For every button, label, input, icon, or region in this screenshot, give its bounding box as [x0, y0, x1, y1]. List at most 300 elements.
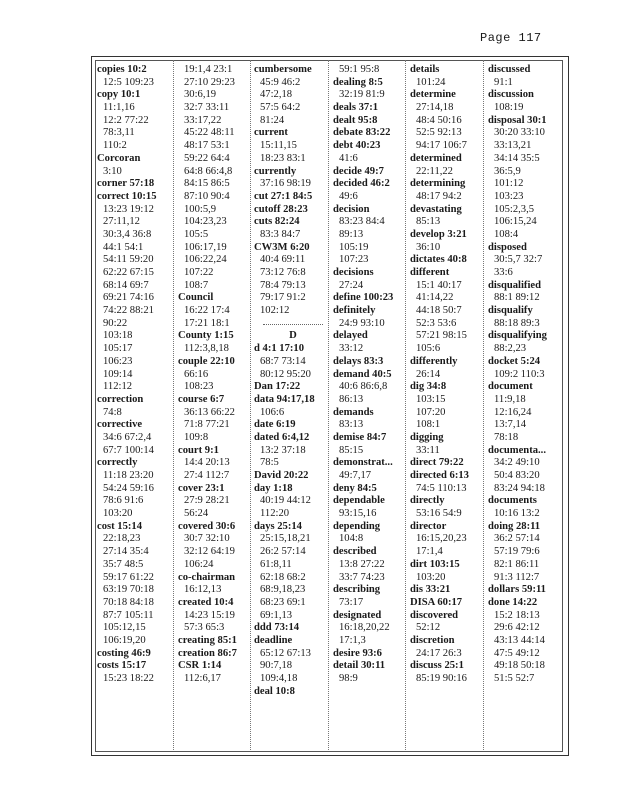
index-term: demonstrat...	[333, 457, 393, 469]
index-reference: 36:2 57:14	[494, 533, 540, 545]
index-reference: 44:18 50:7	[416, 305, 462, 317]
index-reference: 83:13	[339, 419, 364, 431]
index-reference: 18:23 83:1	[260, 152, 306, 164]
index-reference: 57:5 64:2	[260, 102, 301, 114]
index-reference: 15:2 18:13	[494, 609, 540, 621]
index-reference: 33:11	[416, 444, 440, 456]
index-reference: 61:8,11	[260, 558, 292, 570]
index-term: delays 83:3	[333, 355, 384, 367]
index-reference: 105:17	[103, 343, 133, 355]
index-term: docket 5:24	[488, 355, 541, 367]
index-reference: 19:1,4 23:1	[184, 64, 233, 75]
index-reference: 24:17 26:3	[416, 647, 462, 659]
index-reference: 103:23	[494, 190, 524, 202]
index-term: discovered	[410, 609, 459, 621]
index-reference: 86:13	[339, 393, 364, 405]
index-term: Dan 17:22	[254, 381, 301, 393]
index-term: covered 30:6	[178, 520, 236, 532]
index-reference: 68:14 69:7	[103, 279, 149, 291]
index-term: deny 84:5	[333, 482, 377, 494]
index-term: described	[333, 546, 377, 558]
index-term: correction	[97, 393, 144, 405]
index-term: decided 46:2	[333, 178, 390, 190]
index-reference: 52:3 53:6	[416, 317, 457, 329]
index-term: demand 40:5	[333, 368, 392, 380]
index-reference: 101:12	[494, 178, 524, 190]
index-reference: 29:6 42:12	[494, 622, 540, 634]
index-reference: 90:22	[103, 317, 128, 329]
index-reference: 33:6	[494, 267, 513, 278]
index-reference: 106:19,20	[103, 634, 146, 646]
index-term: costs 15:17	[97, 660, 147, 672]
index-term: dictates 40:8	[410, 254, 467, 266]
index-reference: 57:3 65:3	[184, 622, 225, 634]
index-term: dealt 95:8	[333, 114, 378, 126]
index-reference: 57:19 79:6	[494, 546, 540, 558]
index-reference: 3:10	[103, 165, 122, 177]
index-reference: 15:1 40:17	[416, 279, 462, 291]
index-reference: 27:14 35:4	[103, 546, 149, 558]
index-term: cover 23:1	[178, 482, 225, 494]
index-reference: 63:19 70:18	[103, 584, 154, 596]
index-reference: 74:22 88:21	[103, 305, 154, 317]
index-reference: 33:17,22	[184, 114, 222, 126]
index-reference: 45:22 48:11	[184, 127, 235, 139]
index-reference: 33:13,21	[494, 140, 532, 152]
index-term: deal 10:8	[254, 685, 295, 697]
index-reference: 105:5	[184, 228, 209, 240]
index-term: discussed	[488, 64, 531, 75]
index-reference: 108:4	[494, 228, 519, 240]
index-reference: 59:22 64:4	[184, 152, 230, 164]
index-reference: 35:7 48:5	[103, 558, 144, 570]
index-reference: 103:18	[103, 330, 133, 342]
index-reference: 33:7 74:23	[339, 571, 385, 583]
index-reference: 112:12	[103, 381, 133, 393]
index-term: differently	[410, 355, 458, 367]
index-reference: 36:5,9	[494, 165, 521, 177]
index-term: desire 93:6	[333, 647, 382, 659]
index-reference: 59:1 95:8	[339, 64, 380, 75]
index-reference: 12:5 109:23	[103, 76, 154, 88]
index-reference: 100:5,9	[184, 203, 217, 215]
index-term: discuss 25:1	[410, 660, 464, 672]
index-reference: 14:23 15:19	[184, 609, 235, 621]
index-term: corrective	[97, 419, 143, 431]
index-reference: 87:10 90:4	[184, 190, 230, 202]
index-term: day 1:18	[254, 482, 293, 494]
index-reference: 106:23	[103, 355, 133, 367]
index-term: corner 57:18	[97, 178, 155, 190]
index-term: date 6:19	[254, 419, 296, 431]
index-reference: 74:5 110:13	[416, 482, 467, 494]
index-term: debt 40:23	[333, 140, 381, 152]
index-reference: 16:15,20,23	[416, 533, 467, 545]
index-reference: 87:7 105:11	[103, 609, 154, 621]
index-reference: 85:13	[416, 216, 441, 228]
index-reference: 16:22 17:4	[184, 305, 230, 317]
index-term: cut 27:1 84:5	[254, 190, 313, 202]
index-term: deadline	[254, 634, 293, 646]
index-reference: 69:21 74:16	[103, 292, 154, 304]
index-reference: 49:6	[339, 190, 358, 202]
index-reference: 30:6,19	[184, 89, 217, 101]
index-reference: 94:17 106:7	[416, 140, 467, 152]
index-reference: 26:14	[416, 368, 441, 380]
index-reference: 48:17 94:2	[416, 190, 462, 202]
index-term: debate 83:22	[333, 127, 391, 139]
index-reference: 70:18 84:18	[103, 596, 154, 608]
index-reference: 27:4 112:7	[184, 470, 230, 481]
index-column-3	[254, 64, 332, 698]
index-reference: 30:20 33:10	[494, 127, 545, 139]
index-reference: 88:2,23	[494, 343, 527, 355]
index-term: discussion	[488, 89, 534, 101]
index-term: different	[410, 267, 450, 278]
index-term: define 100:23	[333, 292, 394, 304]
index-reference: 88:1 89:12	[494, 292, 540, 304]
index-reference: 83:23 84:4	[339, 216, 385, 228]
index-term: demands	[333, 406, 374, 418]
index-reference: 78:4 79:13	[260, 279, 306, 291]
index-reference: 62:18 68:2	[260, 571, 306, 583]
index-reference: 112:20	[260, 508, 290, 520]
index-reference: 22:18,23	[103, 533, 141, 545]
index-reference: 36:13 66:22	[184, 406, 235, 418]
index-reference: 69:1,13	[260, 609, 293, 621]
index-reference: 32:12 64:19	[184, 546, 235, 558]
index-term: dealing 8:5	[333, 76, 383, 88]
index-reference: 47:2,18	[260, 89, 293, 101]
index-term: documents	[488, 495, 537, 507]
index-column-1	[97, 64, 175, 686]
index-term: costing 46:9	[97, 647, 151, 659]
index-term: current	[254, 127, 288, 139]
index-reference: 15:23 18:22	[103, 673, 154, 684]
index-reference: 59:17 61:22	[103, 571, 154, 583]
index-reference: 91:3 112:7	[494, 571, 540, 583]
index-term: develop 3:21	[410, 228, 467, 240]
section-divider	[254, 318, 332, 331]
index-reference: 15:11,15	[260, 140, 297, 152]
index-reference: 101:24	[416, 76, 446, 88]
index-reference: 107:20	[416, 406, 446, 418]
index-term: doing 28:11	[488, 520, 541, 532]
index-term: dis 33:21	[410, 584, 451, 596]
index-reference: 106:17,19	[184, 241, 227, 253]
index-reference: 78:6 91:6	[103, 495, 144, 507]
index-reference: 78:18	[494, 431, 519, 443]
index-term: court 9:1	[178, 444, 219, 456]
index-reference: 90:7,18	[260, 660, 293, 672]
index-term: CW3M 6:20	[254, 241, 310, 253]
index-reference: 83:24 94:18	[494, 482, 545, 494]
index-term: dated 6:4,12	[254, 431, 310, 443]
page-number: Page 117	[480, 31, 542, 45]
index-reference: 40:4 69:11	[260, 254, 306, 266]
index-reference: 102:12	[260, 305, 290, 317]
index-reference: 79:17 91:2	[260, 292, 306, 304]
section-letter: D	[289, 330, 297, 342]
index-reference: 104:8	[339, 533, 364, 545]
index-term: determined	[410, 152, 462, 164]
index-reference: 103:20	[103, 508, 133, 520]
index-term: designated	[333, 609, 382, 621]
index-reference: 73:17	[339, 596, 364, 608]
index-reference: 109:2 110:3	[494, 368, 545, 380]
index-reference: 105:6	[416, 343, 441, 355]
index-reference: 109:14	[103, 368, 133, 380]
index-term: disposal 30:1	[488, 114, 547, 126]
index-reference: 40:19 44:12	[260, 495, 311, 507]
index-reference: 54:11 59:20	[103, 254, 154, 266]
index-term: cutoff 28:23	[254, 203, 308, 215]
index-reference: 30:5,7 32:7	[494, 254, 543, 266]
index-term: determining	[410, 178, 466, 190]
index-reference: 11:1,16	[103, 102, 135, 114]
index-term: correctly	[97, 457, 138, 469]
index-reference: 25:15,18,21	[260, 533, 311, 545]
index-reference: 12:16,24	[494, 406, 532, 418]
index-reference: 91:1	[494, 76, 513, 88]
index-reference: 52:12	[416, 622, 441, 634]
index-reference: 32:7 33:11	[184, 102, 230, 114]
index-reference: 65:12 67:13	[260, 647, 311, 659]
index-reference: 17:1,4	[416, 546, 443, 558]
index-reference: 106:22,24	[184, 254, 227, 266]
index-reference: 108:1	[416, 419, 441, 431]
index-reference: 105:19	[339, 241, 369, 253]
index-term: cuts 82:24	[254, 216, 300, 228]
index-reference: 107:22	[184, 267, 214, 278]
index-reference: 85:15	[339, 444, 364, 456]
index-reference: 40:6 86:6,8	[339, 381, 388, 393]
index-term: directly	[410, 495, 445, 507]
index-reference: 109:4,18	[260, 673, 298, 684]
index-reference: 17:1,3	[339, 634, 366, 646]
index-reference: 103:20	[416, 571, 446, 583]
index-reference: 30:3,4 36:8	[103, 228, 152, 240]
index-reference: 52:5 92:13	[416, 127, 462, 139]
index-reference: 106:24	[184, 558, 214, 570]
index-reference: 109:8	[184, 431, 209, 443]
index-reference: 56:24	[184, 508, 209, 520]
index-term: determine	[410, 89, 456, 101]
index-column-4	[333, 64, 411, 686]
index-reference: 49:7,17	[339, 470, 372, 481]
index-term: currently	[254, 165, 297, 177]
index-reference: 10:16 13:2	[494, 508, 540, 520]
index-term: copies 10:2	[97, 64, 147, 75]
index-term: disqualifying	[488, 330, 547, 342]
index-reference: 27:9 28:21	[184, 495, 230, 507]
index-term: dollars 59:11	[488, 584, 546, 596]
index-reference: 88:18 89:3	[494, 317, 540, 329]
index-reference: 49:18 50:18	[494, 660, 545, 672]
index-column-6	[488, 64, 566, 686]
index-term: Council	[178, 292, 214, 304]
index-term: describing	[333, 584, 381, 596]
index-reference: 37:16 98:19	[260, 178, 311, 190]
index-term: data 94:17,18	[254, 393, 315, 405]
index-term: dig 34:8	[410, 381, 447, 393]
index-term: course 6:7	[178, 393, 225, 405]
index-reference: 106:15,24	[494, 216, 537, 228]
index-term: ddd 73:14	[254, 622, 300, 634]
index-column-5	[410, 64, 488, 686]
index-term: directed 6:13	[410, 470, 469, 481]
index-reference: 53:16 54:9	[416, 508, 462, 520]
index-reference: 78:5	[260, 457, 279, 469]
index-reference: 27:11,12	[103, 216, 140, 228]
index-reference: 16:12,13	[184, 584, 222, 596]
index-reference: 85:19 90:16	[416, 673, 467, 684]
index-reference: 45:9 46:2	[260, 76, 301, 88]
index-reference: 16:18,20,22	[339, 622, 390, 634]
index-term: County 1:15	[178, 330, 234, 342]
index-reference: 93:15,16	[339, 508, 377, 520]
index-reference: 112:3,8,18	[184, 343, 229, 355]
index-reference: 48:4 50:16	[416, 114, 462, 126]
index-term: CSR 1:14	[178, 660, 222, 672]
index-reference: 32:19 81:9	[339, 89, 385, 101]
index-term: DISA 60:17	[410, 596, 463, 608]
index-reference: 62:22 67:15	[103, 267, 154, 278]
index-term: David 20:22	[254, 470, 309, 481]
index-reference: 105:2,3,5	[494, 203, 535, 215]
index-column-2	[178, 64, 256, 686]
index-reference: 13:2 37:18	[260, 444, 306, 456]
index-term: dirt 103:15	[410, 558, 460, 570]
index-reference: 68:23 69:1	[260, 596, 306, 608]
index-reference: 103:15	[416, 393, 446, 405]
index-reference: 41:6	[339, 152, 358, 164]
index-reference: 89:13	[339, 228, 364, 240]
index-term: d 4:1 17:10	[254, 343, 305, 355]
index-reference: 57:21 98:15	[416, 330, 467, 342]
index-term: definitely	[333, 305, 376, 317]
index-reference: 107:23	[339, 254, 369, 266]
index-term: documenta...	[488, 444, 546, 456]
index-reference: 22:11,22	[416, 165, 453, 177]
index-term: disqualified	[488, 279, 541, 291]
index-reference: 71:8 77:21	[184, 419, 230, 431]
index-reference: 41:14,22	[416, 292, 454, 304]
index-reference: 33:12	[339, 343, 364, 355]
index-reference: 81:24	[260, 114, 285, 126]
index-reference: 12:2 77:22	[103, 114, 149, 126]
index-reference: 17:21 18:1	[184, 317, 230, 329]
index-reference: 84:15 86:5	[184, 178, 230, 190]
index-term: dependable	[333, 495, 385, 507]
index-reference: 67:7 100:14	[103, 444, 154, 456]
index-term: days 25:14	[254, 520, 302, 532]
index-term: depending	[333, 520, 381, 532]
index-reference: 27:24	[339, 279, 364, 291]
index-term: deals 37:1	[333, 102, 379, 114]
index-reference: 50:4 83:20	[494, 470, 540, 481]
index-reference: 104:23,23	[184, 216, 227, 228]
index-reference: 24:9 93:10	[339, 317, 385, 329]
index-reference: 43:13 44:14	[494, 634, 545, 646]
index-reference: 74:8	[103, 406, 122, 418]
index-term: delayed	[333, 330, 368, 342]
index-reference: 27:14,18	[416, 102, 454, 114]
index-reference: 11:18 23:20	[103, 470, 154, 481]
index-reference: 108:7	[184, 279, 209, 291]
index-reference: 47:5 49:12	[494, 647, 540, 659]
index-term: direct 79:22	[410, 457, 464, 469]
index-reference: 36:10	[416, 241, 441, 253]
index-term: couple 22:10	[178, 355, 235, 367]
index-reference: 48:17 53:1	[184, 140, 230, 152]
index-reference: 30:7 32:10	[184, 533, 230, 545]
index-term: disposed	[488, 241, 527, 253]
index-reference: 66:16	[184, 368, 209, 380]
index-term: done 14:22	[488, 596, 538, 608]
index-term: Corcoran	[97, 152, 141, 164]
index-term: detail 30:11	[333, 660, 386, 672]
index-reference: 44:1 54:1	[103, 241, 144, 253]
index-term: devastating	[410, 203, 462, 215]
index-reference: 82:1 86:11	[494, 558, 540, 570]
index-reference: 34:14 35:5	[494, 152, 540, 164]
index-reference: 14:4 20:13	[184, 457, 230, 469]
index-term: disqualify	[488, 305, 533, 317]
index-reference: 108:19	[494, 102, 524, 114]
index-reference: 64:8 66:4,8	[184, 165, 233, 177]
index-term: copy 10:1	[97, 89, 141, 101]
index-reference: 105:12,15	[103, 622, 146, 634]
index-term: decisions	[333, 267, 374, 278]
index-term: creation 86:7	[178, 647, 237, 659]
index-reference: 108:23	[184, 381, 214, 393]
index-reference: 13:8 27:22	[339, 558, 385, 570]
index-reference: 13:7,14	[494, 419, 527, 431]
index-reference: 68:7 73:14	[260, 355, 306, 367]
index-term: created 10:4	[178, 596, 234, 608]
index-reference: 11:9,18	[494, 393, 526, 405]
index-reference: 68:9,18,23	[260, 584, 306, 596]
index-reference: 83:3 84:7	[260, 228, 301, 240]
index-term: cost 15:14	[97, 520, 143, 532]
index-reference: 51:5 52:7	[494, 673, 535, 684]
index-reference: 98:9	[339, 673, 358, 684]
index-term: cumbersome	[254, 64, 312, 75]
index-term: digging	[410, 431, 444, 443]
index-reference: 54:24 59:16	[103, 482, 154, 494]
index-reference: 80:12 95:20	[260, 368, 311, 380]
index-reference: 13:23 19:12	[103, 203, 154, 215]
index-reference: 112:6,17	[184, 673, 221, 684]
index-term: decision	[333, 203, 370, 215]
index-term: details	[410, 64, 440, 75]
index-reference: 34:6 67:2,4	[103, 431, 152, 443]
index-reference: 78:3,11	[103, 127, 135, 139]
index-term: decide 49:7	[333, 165, 384, 177]
index-reference: 73:12 76:8	[260, 267, 306, 278]
index-term: document	[488, 381, 533, 393]
index-reference: 106:6	[260, 406, 285, 418]
index-reference: 110:2	[103, 140, 127, 152]
index-term: director	[410, 520, 447, 532]
index-term: co-chairman	[178, 571, 236, 583]
index-term: demise 84:7	[333, 431, 387, 443]
index-term: creating 85:1	[178, 634, 237, 646]
index-reference: 27:10 29:23	[184, 76, 235, 88]
index-term: correct 10:15	[97, 190, 157, 202]
index-reference: 34:2 49:10	[494, 457, 540, 469]
